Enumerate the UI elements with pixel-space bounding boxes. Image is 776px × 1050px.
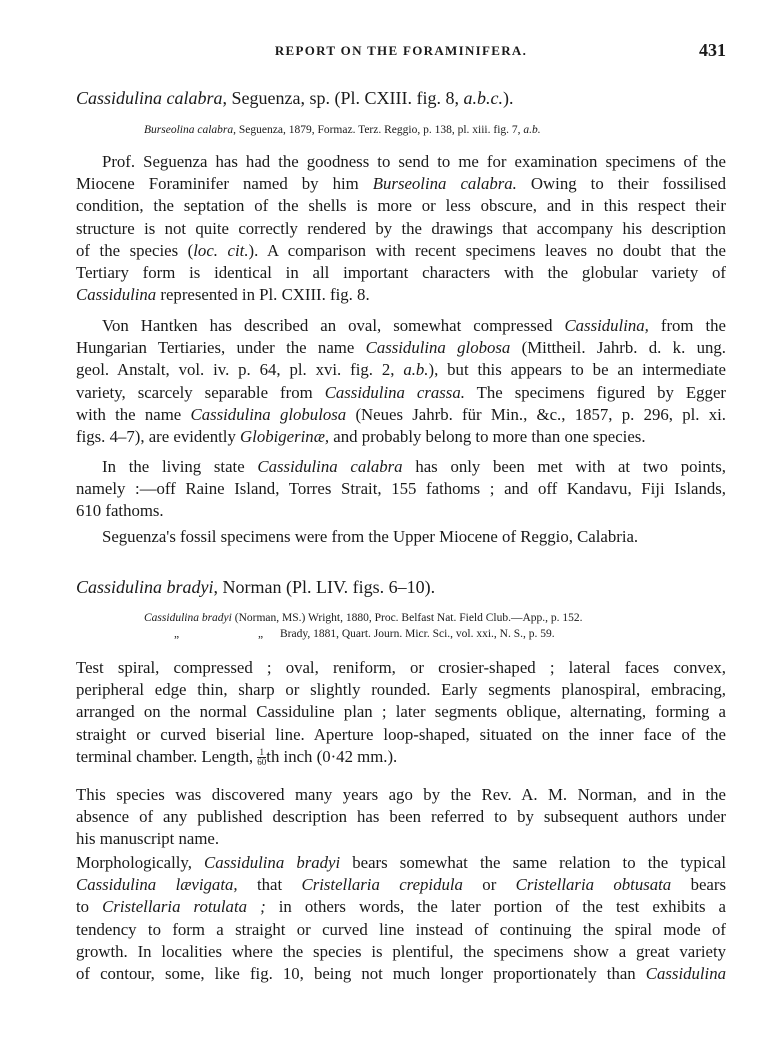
paragraph-6 bbox=[76, 852, 726, 985]
text-line bbox=[76, 896, 726, 918]
citation-italic: loc. cit. bbox=[193, 240, 249, 260]
text-run: ), but this appears to be an intermediate bbox=[428, 360, 726, 380]
fraction-numerator: 1 bbox=[257, 748, 266, 758]
text-line: absence of any published description has been referred to by subsequent authors under bbox=[76, 807, 726, 827]
text-line bbox=[76, 240, 726, 262]
paragraph-3 bbox=[76, 456, 726, 523]
text-line bbox=[76, 173, 726, 195]
synonym-name: Cassidulina bradyi bbox=[144, 612, 232, 624]
species-italic: Cassidulina globulosa bbox=[190, 404, 347, 424]
text-line: straight or curved biserial line. Aperture loop-shaped, situated on the inner face of the bbox=[76, 724, 726, 744]
paragraph-1 bbox=[76, 151, 726, 306]
text-line: Seguenza's fossil specimens were from the Upper Miocene of Reggio, Calabria. bbox=[102, 527, 639, 546]
text-run: or bbox=[462, 875, 516, 895]
text-line: arranged on the normal Cassiduline plan ; later segments oblique, alternating, forming a bbox=[76, 702, 726, 722]
synonymy-reference-1 bbox=[144, 612, 583, 624]
genus-italic: Cassidulina bbox=[76, 285, 157, 305]
synonym-citation: Brady, 1881, Quart. Journ. Micr. Sci., vol. xxi., N. S., p. 59. bbox=[280, 628, 555, 640]
text-run: The specimens figured by Egger bbox=[464, 382, 726, 402]
species-italic: Cassidulina crassa. bbox=[324, 382, 465, 402]
text-run: in others words, the later portion of the test exhibits a bbox=[265, 897, 727, 917]
text-run: Owing to their fossilised bbox=[516, 174, 726, 194]
species-author: , Seguenza, sp. (Pl. CXIII. fig. 8, bbox=[222, 88, 464, 108]
paragraph-2 bbox=[76, 315, 726, 448]
running-head-title: REPORT ON THE FORAMINIFERA. bbox=[274, 43, 528, 58]
text-run: variety, scarcely separable from bbox=[76, 382, 325, 402]
text-run: and probably belong to more than one species. bbox=[329, 427, 646, 447]
text-line: his manuscript name. bbox=[76, 829, 220, 849]
heading-close: ). bbox=[502, 88, 514, 108]
fraction-denominator: 60 bbox=[257, 757, 267, 768]
synonym-letters: a.b. bbox=[523, 124, 541, 136]
species-italic: Cassidulina globosa bbox=[365, 338, 511, 358]
text-run: ). A comparison with recent specimens leaves no doubt that the bbox=[248, 240, 726, 260]
text-run: Von Hantken has described an oval, somewhat compressed bbox=[102, 316, 565, 335]
text-line bbox=[76, 746, 726, 768]
text-run: figs. 4–7), are evidently bbox=[76, 427, 241, 447]
species-italic: Cassidulina calabra bbox=[257, 457, 403, 476]
species-italic: Cristellaria obtusata bbox=[515, 875, 672, 895]
running-head bbox=[76, 40, 726, 65]
text-line: structure is not quite correctly rendered by the drawings that accompany his description bbox=[76, 218, 726, 238]
species-name: Cassidulina calabra bbox=[76, 88, 223, 108]
text-line: condition, the septation of the shells is more or less obscure, and in this respect their bbox=[76, 196, 726, 216]
synonym-citation: (Norman, MS.) Wright, 1880, Proc. Belfast Nat. Field Club.—App., p. 152. bbox=[231, 612, 583, 624]
text-run: In the living state bbox=[102, 457, 258, 476]
text-run: of the species ( bbox=[76, 240, 194, 260]
text-line bbox=[76, 382, 726, 404]
text-line: This species was discovered many years ago by the Rev. A. M. Norman, and in the bbox=[76, 785, 726, 804]
page-number: 431 bbox=[699, 40, 726, 60]
text-run: bears bbox=[671, 875, 726, 895]
text-line bbox=[76, 337, 726, 359]
text-run: terminal chamber. Length, bbox=[76, 746, 258, 766]
genus-italic: Cassidulina, bbox=[564, 316, 649, 335]
text-line bbox=[76, 963, 726, 985]
species-italic: Cristellaria rotulata ; bbox=[102, 897, 266, 917]
species-italic: Cristellaria crepidula bbox=[301, 875, 463, 895]
species-italic: Cassidulina bradyi bbox=[204, 853, 341, 872]
text-line: growth. In localities where the species is plentiful, the specimens show a great variety bbox=[76, 941, 726, 961]
text-line: Test spiral, compressed ; oval, reniform, or crosier-shaped ; lateral faces convex, bbox=[76, 658, 726, 677]
synonym-name: Burseolina calabra bbox=[144, 124, 234, 136]
synonymy-reference bbox=[144, 124, 541, 136]
species-heading-bradyi bbox=[76, 577, 435, 598]
paragraph-5 bbox=[76, 784, 726, 851]
text-run: Miocene Foraminifer named by him bbox=[76, 174, 373, 194]
figure-letters: a.b.c. bbox=[463, 88, 503, 108]
text-line bbox=[76, 852, 726, 874]
paragraph-4 bbox=[76, 526, 726, 548]
genus-italic: Cassidulina bbox=[645, 964, 726, 984]
text-line bbox=[76, 426, 726, 448]
text-run: (Neues Jahrb. für Min., &c., 1857, p. 296, pl. xi. bbox=[346, 404, 726, 424]
text-line bbox=[76, 284, 726, 306]
text-line bbox=[76, 404, 726, 426]
text-run: geol. Anstalt, vol. iv. p. 64, pl. xvi. fig. 2, bbox=[76, 360, 404, 380]
species-author: , Norman (Pl. LIV. figs. 6–10). bbox=[213, 577, 436, 597]
text-run: (Mittheil. Jahrb. d. k. ung. bbox=[510, 338, 726, 358]
species-description bbox=[76, 657, 726, 768]
text-run: bears somewhat the same relation to the typical bbox=[340, 853, 727, 872]
text-run: from the bbox=[648, 316, 726, 335]
text-line: Prof. Seguenza has had the goodness to send to me for examination specimens of the bbox=[102, 152, 726, 171]
text-run: of contour, some, like fig. 10, being not much longer proportionately than bbox=[76, 964, 646, 984]
text-run: Hungarian Tertiaries, under the name bbox=[76, 338, 366, 358]
text-run: that bbox=[237, 875, 302, 895]
text-line: peripheral edge thin, sharp or slightly rounded. Early segments planospiral, embracing, bbox=[76, 680, 726, 700]
text-line bbox=[76, 359, 726, 381]
species-heading-calabra bbox=[76, 88, 513, 109]
text-line: tendency to form a straight or curved line instead of continuing the spiral mode of bbox=[76, 919, 726, 939]
text-run: th inch (0·42 mm.). bbox=[266, 746, 398, 766]
synonym-citation: , Seguenza, 1879, Formaz. Terz. Reggio, p. 138, pl. xiii. fig. 7, bbox=[233, 124, 524, 136]
genus-italic: Globigerinæ, bbox=[240, 427, 330, 447]
genus-italic: Burseolina calabra. bbox=[372, 174, 517, 194]
text-line: namely :—off Raine Island, Torres Strait, 155 fathoms ; and off Kandavu, Fiji Islands, bbox=[76, 479, 726, 499]
species-name: Cassidulina bradyi bbox=[76, 577, 214, 597]
ditto-mark: „ bbox=[258, 628, 264, 640]
text-run: with the name bbox=[76, 404, 191, 424]
species-italic: Cassidulina lævigata, bbox=[76, 875, 238, 895]
fraction bbox=[257, 748, 266, 767]
figure-letters: a.b. bbox=[403, 360, 429, 380]
text-run: to bbox=[76, 897, 103, 917]
text-run: represented in Pl. CXIII. fig. 8. bbox=[156, 285, 370, 305]
text-line: Tertiary form is identical in all important characters with the globular variety of bbox=[76, 263, 726, 283]
text-line bbox=[76, 315, 726, 337]
text-run: Morphologically, bbox=[76, 853, 205, 872]
text-run: has only been met with at two points, bbox=[402, 457, 726, 476]
text-line bbox=[76, 456, 726, 478]
text-line bbox=[76, 874, 726, 896]
ditto-mark: „ bbox=[174, 628, 180, 640]
text-line: 610 fathoms. bbox=[76, 501, 164, 521]
